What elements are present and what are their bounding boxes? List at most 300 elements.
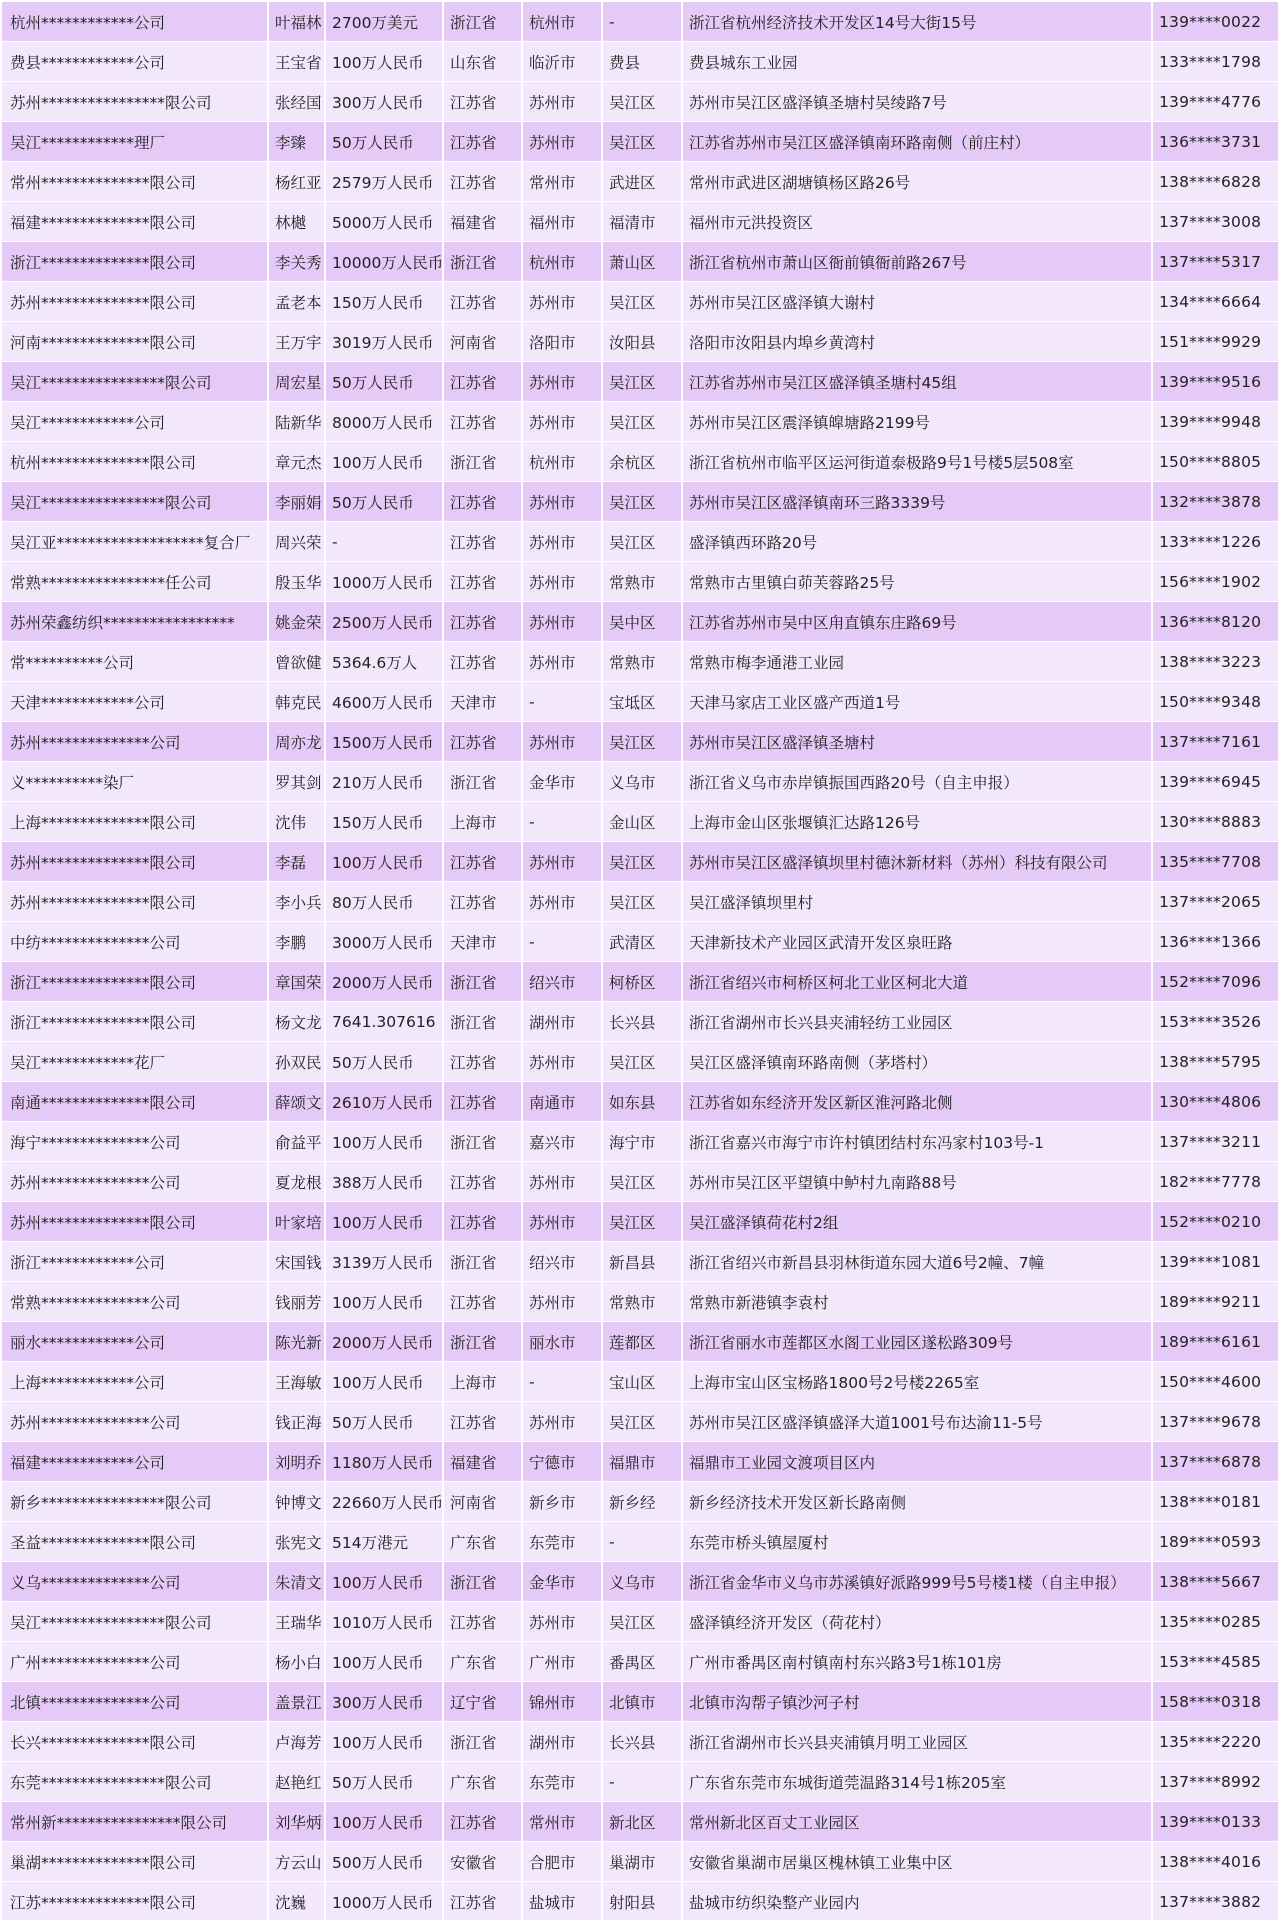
company-name-cell: 圣益**************限公司 <box>2 1522 268 1562</box>
table-row <box>2 202 1278 242</box>
registered-capital-cell: 514万港元 <box>325 1522 443 1562</box>
district-cell: 吴江区 <box>602 362 682 402</box>
registered-capital-cell: 10000万人民币 <box>325 242 443 282</box>
registered-capital-cell: 8000万人民币 <box>325 402 443 442</box>
phone-cell: 135****0285 <box>1152 1602 1278 1642</box>
city-cell: 福州市 <box>522 202 602 242</box>
table-row <box>2 1762 1278 1802</box>
address-cell: 吴江盛泽镇坝里村 <box>682 882 1152 922</box>
province-cell: 江苏省 <box>443 82 522 122</box>
contact-person-cell: 章国荣 <box>268 962 325 1002</box>
contact-person-cell: 曾欲健 <box>268 642 325 682</box>
province-cell: 江苏省 <box>443 1282 522 1322</box>
company-name-cell: 浙江**************限公司 <box>2 242 268 282</box>
district-cell: 武进区 <box>602 162 682 202</box>
phone-cell: 137****3008 <box>1152 202 1278 242</box>
city-cell: 常州市 <box>522 1802 602 1842</box>
contact-person-cell: 杨文龙 <box>268 1002 325 1042</box>
contact-person-cell: 方云山 <box>268 1842 325 1882</box>
province-cell: 浙江省 <box>443 2 522 42</box>
district-cell: 义乌市 <box>602 762 682 802</box>
province-cell: 江苏省 <box>443 522 522 562</box>
table-row <box>2 1202 1278 1242</box>
registered-capital-cell: - <box>325 522 443 562</box>
registered-capital-cell: 1500万人民币 <box>325 722 443 762</box>
contact-person-cell: 李关秀 <box>268 242 325 282</box>
city-cell: 南通市 <box>522 1082 602 1122</box>
address-cell: 苏州市吴江区盛泽镇大谢村 <box>682 282 1152 322</box>
district-cell: 费县 <box>602 42 682 82</box>
table-row <box>2 522 1278 562</box>
table-row <box>2 642 1278 682</box>
contact-person-cell: 孙双民 <box>268 1042 325 1082</box>
phone-cell: 132****3878 <box>1152 482 1278 522</box>
registered-capital-cell: 50万人民币 <box>325 1402 443 1442</box>
province-cell: 江苏省 <box>443 642 522 682</box>
company-name-cell: 苏州**************公司 <box>2 722 268 762</box>
company-name-cell: 北镇**************公司 <box>2 1682 268 1722</box>
company-name-cell: 常州**************限公司 <box>2 162 268 202</box>
company-name-cell: 义乌**************公司 <box>2 1562 268 1602</box>
address-cell: 常州市武进区湖塘镇杨区路26号 <box>682 162 1152 202</box>
contact-person-cell: 王瑞华 <box>268 1602 325 1642</box>
phone-cell: 139****0133 <box>1152 1802 1278 1842</box>
district-cell: 常熟市 <box>602 562 682 602</box>
registered-capital-cell: 50万人民币 <box>325 1042 443 1082</box>
district-cell: 萧山区 <box>602 242 682 282</box>
registered-capital-cell: 3000万人民币 <box>325 922 443 962</box>
province-cell: 江苏省 <box>443 1602 522 1642</box>
province-cell: 江苏省 <box>443 362 522 402</box>
city-cell: 湖州市 <box>522 1722 602 1762</box>
province-cell: 江苏省 <box>443 1082 522 1122</box>
company-name-cell: 浙江**************限公司 <box>2 1002 268 1042</box>
phone-cell: 189****9211 <box>1152 1282 1278 1322</box>
province-cell: 辽宁省 <box>443 1682 522 1722</box>
table-row <box>2 362 1278 402</box>
company-name-cell: 杭州************公司 <box>2 2 268 42</box>
phone-cell: 136****3731 <box>1152 122 1278 162</box>
city-cell: 苏州市 <box>522 482 602 522</box>
phone-cell: 138****6828 <box>1152 162 1278 202</box>
city-cell: - <box>522 1362 602 1402</box>
company-name-cell: 吴江****************限公司 <box>2 362 268 402</box>
district-cell: 如东县 <box>602 1082 682 1122</box>
company-name-cell: 苏州**************公司 <box>2 1402 268 1442</box>
table-row <box>2 922 1278 962</box>
city-cell: 苏州市 <box>522 842 602 882</box>
registered-capital-cell: 100万人民币 <box>325 1722 443 1762</box>
registered-capital-cell: 500万人民币 <box>325 1842 443 1882</box>
phone-cell: 138****5667 <box>1152 1562 1278 1602</box>
district-cell: 莲都区 <box>602 1322 682 1362</box>
district-cell: 宝山区 <box>602 1362 682 1402</box>
company-name-cell: 苏州**************限公司 <box>2 842 268 882</box>
city-cell: 锦州市 <box>522 1682 602 1722</box>
company-name-cell: 广州**************公司 <box>2 1642 268 1682</box>
district-cell: 柯桥区 <box>602 962 682 1002</box>
address-cell: 浙江省义乌市赤岸镇振国西路20号（自主申报） <box>682 762 1152 802</box>
district-cell: 吴中区 <box>602 602 682 642</box>
registered-capital-cell: 3139万人民币 <box>325 1242 443 1282</box>
address-cell: 浙江省绍兴市柯桥区柯北工业区柯北大道 <box>682 962 1152 1002</box>
address-cell: 苏州市吴江区盛泽镇圣塘村 <box>682 722 1152 762</box>
address-cell: 浙江省杭州市萧山区衙前镇衙前路267号 <box>682 242 1152 282</box>
contact-person-cell: 盖景江 <box>268 1682 325 1722</box>
address-cell: 吴江盛泽镇荷花村2组 <box>682 1202 1152 1242</box>
district-cell: 海宁市 <box>602 1122 682 1162</box>
registered-capital-cell: 1010万人民币 <box>325 1602 443 1642</box>
registered-capital-cell: 388万人民币 <box>325 1162 443 1202</box>
contact-person-cell: 钱正海 <box>268 1402 325 1442</box>
district-cell: 吴江区 <box>602 122 682 162</box>
registered-capital-cell: 80万人民币 <box>325 882 443 922</box>
phone-cell: 138****4016 <box>1152 1842 1278 1882</box>
district-cell: 吴江区 <box>602 82 682 122</box>
table-row <box>2 722 1278 762</box>
district-cell: 吴江区 <box>602 522 682 562</box>
city-cell: 丽水市 <box>522 1322 602 1362</box>
province-cell: 广东省 <box>443 1762 522 1802</box>
phone-cell: 158****0318 <box>1152 1682 1278 1722</box>
company-name-cell: 吴江************花厂 <box>2 1042 268 1082</box>
city-cell: 洛阳市 <box>522 322 602 362</box>
phone-cell: 139****1081 <box>1152 1242 1278 1282</box>
address-cell: 江苏省苏州市吴中区甪直镇东庄路69号 <box>682 602 1152 642</box>
table-row <box>2 602 1278 642</box>
table-row <box>2 1122 1278 1162</box>
phone-cell: 137****7161 <box>1152 722 1278 762</box>
table-row <box>2 1242 1278 1282</box>
district-cell: - <box>602 1762 682 1802</box>
registered-capital-cell: 50万人民币 <box>325 362 443 402</box>
province-cell: 浙江省 <box>443 1322 522 1362</box>
address-cell: 苏州市吴江区震泽镇皡塘路2199号 <box>682 402 1152 442</box>
contact-person-cell: 宋国钱 <box>268 1242 325 1282</box>
city-cell: 合肥市 <box>522 1842 602 1882</box>
contact-person-cell: 杨小白 <box>268 1642 325 1682</box>
phone-cell: 136****1366 <box>1152 922 1278 962</box>
contact-person-cell: 叶家培 <box>268 1202 325 1242</box>
registered-capital-cell: 150万人民币 <box>325 282 443 322</box>
province-cell: 浙江省 <box>443 242 522 282</box>
address-cell: 洛阳市汝阳县内埠乡黄湾村 <box>682 322 1152 362</box>
registered-capital-cell: 1000万人民币 <box>325 562 443 602</box>
company-name-cell: 中纺**************公司 <box>2 922 268 962</box>
contact-person-cell: 殷玉华 <box>268 562 325 602</box>
phone-cell: 153****4585 <box>1152 1642 1278 1682</box>
province-cell: 浙江省 <box>443 962 522 1002</box>
phone-cell: 133****1226 <box>1152 522 1278 562</box>
address-cell: 福鼎市工业园文渡项目区内 <box>682 1442 1152 1482</box>
district-cell: 义乌市 <box>602 1562 682 1602</box>
address-cell: 江苏省苏州市吴江区盛泽镇南环路南侧（前庄村） <box>682 122 1152 162</box>
address-cell: 盛泽镇西环路20号 <box>682 522 1152 562</box>
company-name-cell: 吴江亚*******************复合厂 <box>2 522 268 562</box>
company-name-cell: 吴江************公司 <box>2 402 268 442</box>
phone-cell: 152****0210 <box>1152 1202 1278 1242</box>
province-cell: 江苏省 <box>443 1802 522 1842</box>
district-cell: 吴江区 <box>602 882 682 922</box>
table-row <box>2 1482 1278 1522</box>
district-cell: 汝阳县 <box>602 322 682 362</box>
phone-cell: 137****8992 <box>1152 1762 1278 1802</box>
address-cell: 新乡经济技术开发区新长路南侧 <box>682 1482 1152 1522</box>
city-cell: 盐城市 <box>522 1882 602 1920</box>
phone-cell: 138****3223 <box>1152 642 1278 682</box>
registered-capital-cell: 2700万美元 <box>325 2 443 42</box>
address-cell: 常熟市新港镇李袁村 <box>682 1282 1152 1322</box>
address-cell: 费县城东工业园 <box>682 42 1152 82</box>
address-cell: 上海市金山区张堰镇汇达路126号 <box>682 802 1152 842</box>
district-cell: 吴江区 <box>602 482 682 522</box>
company-name-cell: 常州新****************限公司 <box>2 1802 268 1842</box>
company-name-cell: 杭州**************限公司 <box>2 442 268 482</box>
province-cell: 浙江省 <box>443 1242 522 1282</box>
registered-capital-cell: 2500万人民币 <box>325 602 443 642</box>
company-name-cell: 苏州荣鑫纺织***************** <box>2 602 268 642</box>
company-name-cell: 吴江****************限公司 <box>2 482 268 522</box>
city-cell: 苏州市 <box>522 522 602 562</box>
contact-person-cell: 赵艳红 <box>268 1762 325 1802</box>
district-cell: 吴江区 <box>602 282 682 322</box>
table-body <box>2 2 1278 1920</box>
registered-capital-cell: 5000万人民币 <box>325 202 443 242</box>
company-name-cell: 上海**************限公司 <box>2 802 268 842</box>
contact-person-cell: 刘华炳 <box>268 1802 325 1842</box>
district-cell: 吴江区 <box>602 722 682 762</box>
district-cell: 常熟市 <box>602 642 682 682</box>
contact-person-cell: 沈巍 <box>268 1882 325 1920</box>
city-cell: 苏州市 <box>522 1202 602 1242</box>
contact-person-cell: 陈光新 <box>268 1322 325 1362</box>
province-cell: 浙江省 <box>443 762 522 802</box>
phone-cell: 139****4776 <box>1152 82 1278 122</box>
province-cell: 广东省 <box>443 1522 522 1562</box>
phone-cell: 133****1798 <box>1152 42 1278 82</box>
province-cell: 江苏省 <box>443 402 522 442</box>
address-cell: 浙江省杭州经济技术开发区14号大街15号 <box>682 2 1152 42</box>
table-row <box>2 42 1278 82</box>
contact-person-cell: 叶福林 <box>268 2 325 42</box>
contact-person-cell: 夏龙根 <box>268 1162 325 1202</box>
phone-cell: 135****7708 <box>1152 842 1278 882</box>
city-cell: 新乡市 <box>522 1482 602 1522</box>
table-row <box>2 242 1278 282</box>
company-name-cell: 新乡****************限公司 <box>2 1482 268 1522</box>
address-cell: 天津马家店工业区盛产西道1号 <box>682 682 1152 722</box>
district-cell: 常熟市 <box>602 1282 682 1322</box>
city-cell: 金华市 <box>522 762 602 802</box>
company-name-cell: 福建**************限公司 <box>2 202 268 242</box>
city-cell: 苏州市 <box>522 82 602 122</box>
company-name-cell: 常熟**************公司 <box>2 1282 268 1322</box>
province-cell: 天津市 <box>443 682 522 722</box>
city-cell: 湖州市 <box>522 1002 602 1042</box>
province-cell: 浙江省 <box>443 1722 522 1762</box>
district-cell: 金山区 <box>602 802 682 842</box>
address-cell: 浙江省湖州市长兴县夹浦轻纺工业园区 <box>682 1002 1152 1042</box>
phone-cell: 139****9516 <box>1152 362 1278 402</box>
table-row <box>2 1842 1278 1882</box>
district-cell: 吴江区 <box>602 1202 682 1242</box>
city-cell: 苏州市 <box>522 362 602 402</box>
address-cell: 浙江省金华市义乌市苏溪镇好派路999号5号楼1楼（自主申报） <box>682 1562 1152 1602</box>
registered-capital-cell: 100万人民币 <box>325 1642 443 1682</box>
city-cell: - <box>522 682 602 722</box>
registered-capital-cell: 5364.6万人 <box>325 642 443 682</box>
table-row <box>2 802 1278 842</box>
district-cell: 新昌县 <box>602 1242 682 1282</box>
address-cell: 浙江省丽水市莲都区水阁工业园区遂松路309号 <box>682 1322 1152 1362</box>
province-cell: 福建省 <box>443 202 522 242</box>
company-name-cell: 长兴**************限公司 <box>2 1722 268 1762</box>
table-row <box>2 842 1278 882</box>
contact-person-cell: 王海敏 <box>268 1362 325 1402</box>
registered-capital-cell: 2000万人民币 <box>325 1322 443 1362</box>
district-cell: 番禺区 <box>602 1642 682 1682</box>
address-cell: 福州市元洪投资区 <box>682 202 1152 242</box>
city-cell: 东莞市 <box>522 1762 602 1802</box>
address-cell: 浙江省湖州市长兴县夹浦镇月明工业园区 <box>682 1722 1152 1762</box>
table-row <box>2 162 1278 202</box>
contact-person-cell: 刘明乔 <box>268 1442 325 1482</box>
phone-cell: 150****9348 <box>1152 682 1278 722</box>
phone-cell: 182****7778 <box>1152 1162 1278 1202</box>
district-cell: 吴江区 <box>602 1402 682 1442</box>
address-cell: 浙江省杭州市临平区运河街道泰极路9号1号楼5层508室 <box>682 442 1152 482</box>
contact-person-cell: 张经国 <box>268 82 325 122</box>
address-cell: 苏州市吴江区平望镇中鲈村九南路88号 <box>682 1162 1152 1202</box>
company-name-cell: 天津************公司 <box>2 682 268 722</box>
company-name-cell: 浙江**************限公司 <box>2 962 268 1002</box>
table-row <box>2 322 1278 362</box>
province-cell: 上海市 <box>443 1362 522 1402</box>
address-cell: 苏州市吴江区盛泽镇坝里村德沐新材料（苏州）科技有限公司 <box>682 842 1152 882</box>
address-cell: 苏州市吴江区盛泽镇圣塘村吴绫路7号 <box>682 82 1152 122</box>
table-row <box>2 1642 1278 1682</box>
registered-capital-cell: 100万人民币 <box>325 1202 443 1242</box>
address-cell: 广州市番禺区南村镇南村东兴路3号1栋101房 <box>682 1642 1152 1682</box>
phone-cell: 152****7096 <box>1152 962 1278 1002</box>
address-cell: 广东省东莞市东城街道莞温路314号1栋205室 <box>682 1762 1152 1802</box>
province-cell: 浙江省 <box>443 1002 522 1042</box>
company-name-cell: 苏州**************限公司 <box>2 282 268 322</box>
contact-person-cell: 朱清文 <box>268 1562 325 1602</box>
registered-capital-cell: 2610万人民币 <box>325 1082 443 1122</box>
address-cell: 常熟市梅李通港工业园 <box>682 642 1152 682</box>
city-cell: 嘉兴市 <box>522 1122 602 1162</box>
company-name-cell: 吴江************理厂 <box>2 122 268 162</box>
registered-capital-cell: 3019万人民币 <box>325 322 443 362</box>
contact-person-cell: 李小兵 <box>268 882 325 922</box>
table-row <box>2 1722 1278 1762</box>
phone-cell: 137****5317 <box>1152 242 1278 282</box>
district-cell: 巢湖市 <box>602 1842 682 1882</box>
district-cell: 吴江区 <box>602 842 682 882</box>
registered-capital-cell: 100万人民币 <box>325 42 443 82</box>
table-row <box>2 442 1278 482</box>
table-row <box>2 1042 1278 1082</box>
company-name-cell: 南通**************限公司 <box>2 1082 268 1122</box>
registered-capital-cell: 100万人民币 <box>325 442 443 482</box>
contact-person-cell: 周兴荣 <box>268 522 325 562</box>
registered-capital-cell: 100万人民币 <box>325 1282 443 1322</box>
province-cell: 安徽省 <box>443 1842 522 1882</box>
address-cell: 苏州市吴江区盛泽镇南环三路3339号 <box>682 482 1152 522</box>
city-cell: 苏州市 <box>522 122 602 162</box>
province-cell: 江苏省 <box>443 722 522 762</box>
company-name-cell: 江苏**************限公司 <box>2 1882 268 1920</box>
district-cell: 福鼎市 <box>602 1442 682 1482</box>
contact-person-cell: 林樾 <box>268 202 325 242</box>
city-cell: 苏州市 <box>522 1602 602 1642</box>
phone-cell: 153****3526 <box>1152 1002 1278 1042</box>
province-cell: 上海市 <box>443 802 522 842</box>
phone-cell: 189****6161 <box>1152 1322 1278 1362</box>
city-cell: 宁德市 <box>522 1442 602 1482</box>
phone-cell: 150****4600 <box>1152 1362 1278 1402</box>
province-cell: 江苏省 <box>443 1402 522 1442</box>
address-cell: 盐城市纺织染整产业园内 <box>682 1882 1152 1920</box>
city-cell: 金华市 <box>522 1562 602 1602</box>
contact-person-cell: 孟老本 <box>268 282 325 322</box>
registered-capital-cell: 150万人民币 <box>325 802 443 842</box>
province-cell: 江苏省 <box>443 882 522 922</box>
registered-capital-cell: 2579万人民币 <box>325 162 443 202</box>
city-cell: 苏州市 <box>522 642 602 682</box>
table-row <box>2 1322 1278 1362</box>
table-row <box>2 1522 1278 1562</box>
province-cell: 江苏省 <box>443 1882 522 1920</box>
company-name-cell: 海宁**************公司 <box>2 1122 268 1162</box>
city-cell: 苏州市 <box>522 562 602 602</box>
company-name-cell: 吴江****************限公司 <box>2 1602 268 1642</box>
contact-person-cell: 李磊 <box>268 842 325 882</box>
registered-capital-cell: 100万人民币 <box>325 842 443 882</box>
phone-cell: 189****0593 <box>1152 1522 1278 1562</box>
contact-person-cell: 钱丽芳 <box>268 1282 325 1322</box>
contact-person-cell: 杨红亚 <box>268 162 325 202</box>
address-cell: 吴江区盛泽镇南环路南侧（茅塔村） <box>682 1042 1152 1082</box>
contact-person-cell: 罗其剑 <box>268 762 325 802</box>
phone-cell: 138****5795 <box>1152 1042 1278 1082</box>
company-name-cell: 常**********公司 <box>2 642 268 682</box>
company-name-cell: 丽水************公司 <box>2 1322 268 1362</box>
company-name-cell: 苏州****************限公司 <box>2 82 268 122</box>
contact-person-cell: 张宪文 <box>268 1522 325 1562</box>
address-cell: 常熟市古里镇白茆芙蓉路25号 <box>682 562 1152 602</box>
table-row <box>2 1162 1278 1202</box>
phone-cell: 156****1902 <box>1152 562 1278 602</box>
table-row <box>2 762 1278 802</box>
registered-capital-cell: 210万人民币 <box>325 762 443 802</box>
province-cell: 浙江省 <box>443 442 522 482</box>
contact-person-cell: 俞益平 <box>268 1122 325 1162</box>
district-cell: 吴江区 <box>602 1602 682 1642</box>
province-cell: 浙江省 <box>443 1562 522 1602</box>
city-cell: 苏州市 <box>522 402 602 442</box>
contact-person-cell: 沈伟 <box>268 802 325 842</box>
contact-person-cell: 李鹏 <box>268 922 325 962</box>
province-cell: 江苏省 <box>443 482 522 522</box>
city-cell: 苏州市 <box>522 1162 602 1202</box>
province-cell: 天津市 <box>443 922 522 962</box>
registered-capital-cell: 100万人民币 <box>325 1802 443 1842</box>
registered-capital-cell: 1180万人民币 <box>325 1442 443 1482</box>
province-cell: 福建省 <box>443 1442 522 1482</box>
table-row <box>2 1082 1278 1122</box>
